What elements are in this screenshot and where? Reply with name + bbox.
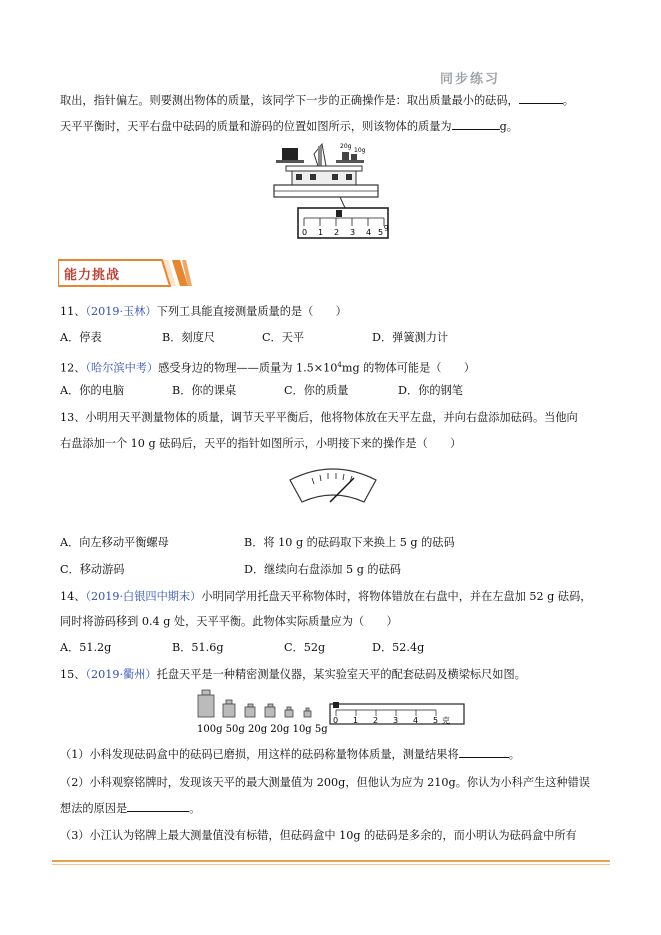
q11-stem [60, 304, 347, 320]
object-block [282, 148, 298, 160]
intro-line-1-text: 取出，指针偏左。则要测出物体的质量，该同学下一步的正确操作是：取出质量最小的砝码， [60, 94, 519, 107]
question-number: 14、 [60, 590, 86, 603]
section-title: 能力挑战 [64, 268, 121, 283]
scale-tick-0: 0 [302, 228, 308, 237]
q12-option-a: A．你的电脑 [60, 384, 125, 397]
weights-label: 100g 50g 20g 20g 10g 5g [197, 724, 328, 735]
q12-option-b: B．你的课桌 [172, 384, 237, 397]
intro-line-2-end: g。 [499, 120, 518, 133]
intro-line-1 [60, 92, 574, 109]
q15-sub-1 [60, 746, 520, 763]
beam-tick-2: 2 [373, 716, 379, 725]
pointer-dial-figure [286, 464, 380, 506]
q11-option-d: D．弹簧测力计 [372, 331, 449, 344]
question-text: 下列工具能直接测量质量的是（ ） [156, 305, 347, 318]
q15-sub-2-line-1: （2）小科观察铭牌时，发现该天平的最大测量值为 200g，但他认为应为 210g。你认为小科产生这种错误 [60, 776, 590, 789]
question-source: （2019·玉林） [85, 305, 157, 318]
q13-option-b: B．将 10 g 的砝码取下来换上 5 g 的砝码 [244, 536, 455, 549]
q14-option-a: A．51.2g [60, 641, 112, 654]
weight-label-10g: 10g [354, 147, 366, 154]
q15-stem [60, 667, 526, 683]
q11-option-a: A．停表 [60, 331, 102, 344]
question-number: 12、 [60, 361, 86, 375]
scale-rider [333, 702, 339, 708]
question-number: 15、 [60, 668, 86, 681]
sub-question-text: （1）小科发现砝码盒中的砝码已磨损，用这样的砝码称量物体质量，测量结果将 [60, 748, 459, 761]
question-text: 托盘天平是一种精密测量仪器，某实验室天平的配套砝码及横梁标尺如图。 [156, 668, 526, 681]
beam-unit: 克 [442, 716, 450, 725]
scale-unit: g [384, 223, 389, 231]
sub-question-end: 。 [189, 802, 201, 815]
question-text: 小明用天平测量物体的质量，调节天平平衡后，他将物体放在天平左盘，并向右盘添加砝码。当他向 [85, 411, 578, 424]
q11-option-b: B．刻度尺 [162, 331, 215, 344]
weights-and-scale-figure [196, 688, 468, 738]
q13-option-c: C．移动游码 [60, 563, 125, 576]
q11-option-c: C．天平 [262, 331, 305, 344]
question-number: 11、 [60, 305, 86, 318]
sub-question-text: 想法的原因是 [60, 802, 128, 815]
answer-blank [459, 746, 509, 758]
q13-option-a: A．向左移动平衡螺母 [60, 536, 169, 549]
weight-10g [351, 154, 357, 160]
rider [336, 210, 342, 217]
sub-question-end: 。 [508, 748, 520, 761]
question-number: 13、 [60, 411, 86, 424]
question-text: 小明同学用托盘天平称物体时，将物体错放在右盘中，并在左盘加 52 g 砝码， [201, 590, 592, 603]
beam-tick-4: 4 [413, 716, 419, 725]
scale-tick-5: 5 [378, 228, 384, 237]
intro-line-1-end: 。 [562, 94, 574, 107]
answer-blank [519, 92, 563, 104]
q12-option-d: D．你的钢笔 [398, 384, 463, 397]
beam-tick-3: 3 [393, 716, 399, 725]
footer-divider-thin [52, 864, 610, 865]
question-source: （2019·衢州） [85, 668, 157, 681]
q14-line-1 [60, 589, 591, 605]
q14-option-d: D．52.4g [372, 641, 425, 654]
q15-sub-2-line-2 [60, 800, 200, 817]
footer-divider [52, 860, 610, 862]
q14-option-b: B．51.6g [172, 641, 224, 654]
q12-stem [60, 357, 475, 377]
scale-tick-4: 4 [366, 228, 372, 237]
q14-line-2: 同时将游码移到 0.4 g 处，天平平衡。此物体实际质量应为（ ） [60, 615, 398, 628]
balance-figure [266, 138, 396, 244]
question-source: （哈尔滨中考） [85, 361, 159, 375]
q13-line-1 [60, 410, 578, 426]
q13-line-2: 右盘添加一个 10 g 砝码后，天平的指针如图所示，小明接下来的操作是（ ） [60, 437, 462, 450]
q13-option-d: D．继续向右盘添加 5 g 的砝码 [244, 563, 401, 576]
scale-tick-3: 3 [350, 228, 356, 237]
intro-line-2 [60, 118, 518, 135]
answer-blank [127, 800, 189, 812]
beam-tick-0: 0 [333, 716, 339, 725]
q12-option-c: C．你的质量 [284, 384, 349, 397]
question-superscript: 4 [337, 361, 342, 369]
beam-tick-1: 1 [353, 716, 359, 725]
scale-tick-1: 1 [318, 228, 324, 237]
weight-label-20g: 20g [340, 143, 352, 150]
question-text-end: mg 的物体可能是（ ） [341, 361, 476, 375]
answer-blank [452, 118, 500, 130]
rider-scale [298, 208, 388, 238]
q14-option-c: C．52g [284, 641, 326, 654]
question-text: 感受身边的物理——质量为 1.5×10 [158, 361, 338, 375]
weight-20g [342, 152, 349, 160]
question-source: （2019·白银四中期末） [85, 590, 202, 603]
intro-line-2-text: 天平平衡时，天平右盘中砝码的质量和游码的位置如图所示，则该物体的质量为 [60, 120, 452, 133]
scale-tick-2: 2 [334, 228, 340, 237]
beam-tick-5: 5 [433, 716, 439, 725]
q15-sub-3: （3）小江认为铭牌上最大测量值没有标错，但砝码盒中 10g 的砝码是多余的，而小明认为砝码盒中所有 [60, 829, 577, 842]
page-header-title: 同步练习 [440, 72, 501, 87]
